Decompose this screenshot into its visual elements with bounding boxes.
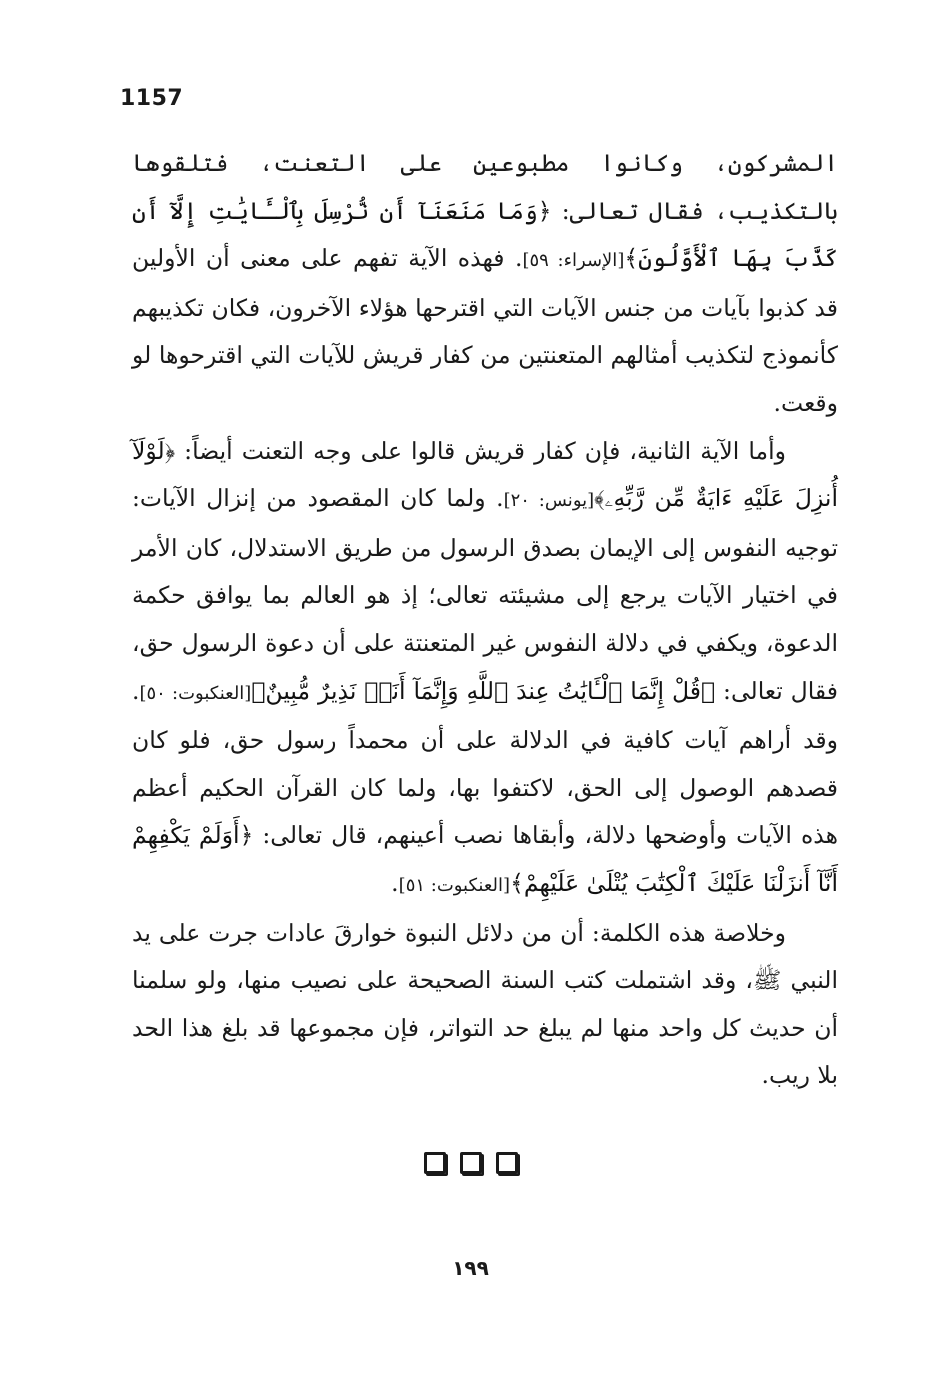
paragraph-2-text-d: . <box>391 868 399 897</box>
verse-reference-isra-59: [الإسراء: ٥٩] <box>522 250 625 272</box>
paragraph-2 <box>132 428 838 910</box>
ornament-square-icon <box>496 1152 518 1174</box>
section-end-ornament <box>0 1152 941 1174</box>
body-text <box>132 140 838 1100</box>
paragraph-2-text-b: . ولما كان المقصود من إنزال الآيات: توجيه النفوس إلى الإيمان بصدق الرسول من طريق الاستدلال، كان الأمر في اختيار الآيات يرجع إلى مشيئته تعالى؛ إذ هو العالم بما يوافق حكمة الدعوة، ويكفي في دلالة النفوس غير المتعنتة على أن دعوة الرسول حق، فقال تعالى: <box>132 484 838 705</box>
verse-reference-ankabut-50: [العنكبوت: ٥٠] <box>139 682 252 704</box>
paragraph-3-text: وخلاصة هذه الكلمة: أن من دلائل النبوة خوارقَ عادات جرت على يد النبي ﷺ، وقد اشتملت كتب السنة الصحيحة على نصيب منها، ولو سلمنا أن حديث كل واحد منها لم يبلغ حد التواتر، فإن مجموعها قد بلغ هذا الحد بلا ريب. <box>132 918 838 1090</box>
paragraph-1-text-a: المشركون، وكانوا مطبوعين على التعنت، فتلقوها بالتكذيب، فقال تعالى: <box>132 149 838 225</box>
page-number: ١٩٩ <box>452 1256 489 1280</box>
paragraph-1 <box>132 140 838 428</box>
quran-verse-yunus-20: ﴿لَوْلَآ أُنزِلَ عَلَيْهِ ءَايَةٌ مِّن رَّبِّهِۦ﴾ <box>132 436 839 513</box>
running-page-number: 1157 <box>120 86 184 111</box>
ornament-square-icon <box>460 1152 482 1174</box>
ornament-square-icon <box>424 1152 446 1174</box>
verse-reference-ankabut-51: [العنكبوت: ٥١] <box>398 874 511 896</box>
paragraph-1-text-b: . فهذه الآية تفهم على معنى أن الأولين قد كذبوا بآيات من جنس الآيات التي اقترحها هؤلاء الآخرون، فكان تكذيبهم كأنموذج لتكذيب أمثالهم المتعنتين من كفار قريش للآيات التي اقترحوها لو وقعت. <box>132 244 838 417</box>
paragraph-2-text-c: . وقد أراهم آيات كافية في الدلالة على أن محمداً رسول حق، فلو كان قصدهم الوصول إلى الحق، لاكتفوا بها، ولما كان القرآن الحكيم أعظم هذه الآيات وأوضحها دلالة، وأبقاها نصب أعينهم، قال تعالى: <box>132 676 838 850</box>
verse-reference-yunus-20: [يونس: ٢٠] <box>503 490 595 512</box>
quran-verse-isra-59: ﴿وَمَا مَنَعَنَآ أَن نُّرْسِلَ بِٱلْـَٔايَٰتِ إِلَّآ أَن كَذَّبَ بِهَا ٱلْأَوَّلُونَ﴾ <box>132 196 838 273</box>
quran-verse-ankabut-50: ﴿قُلْ إِنَّمَا ٱلْـَٔايَٰتُ عِندَ ٱللَّهِ وَإِنَّمَآ أَنَا۠ نَذِيرٌ مُّبِينٌ﴾ <box>251 676 716 705</box>
quran-verse-ankabut-51: ﴿أَوَلَمْ يَكْفِهِمْ أَنَّآ أَنزَلْنَا عَلَيْكَ ٱلْكِتَٰبَ يُتْلَىٰ عَلَيْهِمْ﴾ <box>132 821 838 897</box>
paragraph-2-text-a: وأما الآية الثانية، فإن كفار قريش قالوا على وجه التعنت أيضاً: <box>175 436 786 465</box>
paragraph-3 <box>132 910 838 1100</box>
